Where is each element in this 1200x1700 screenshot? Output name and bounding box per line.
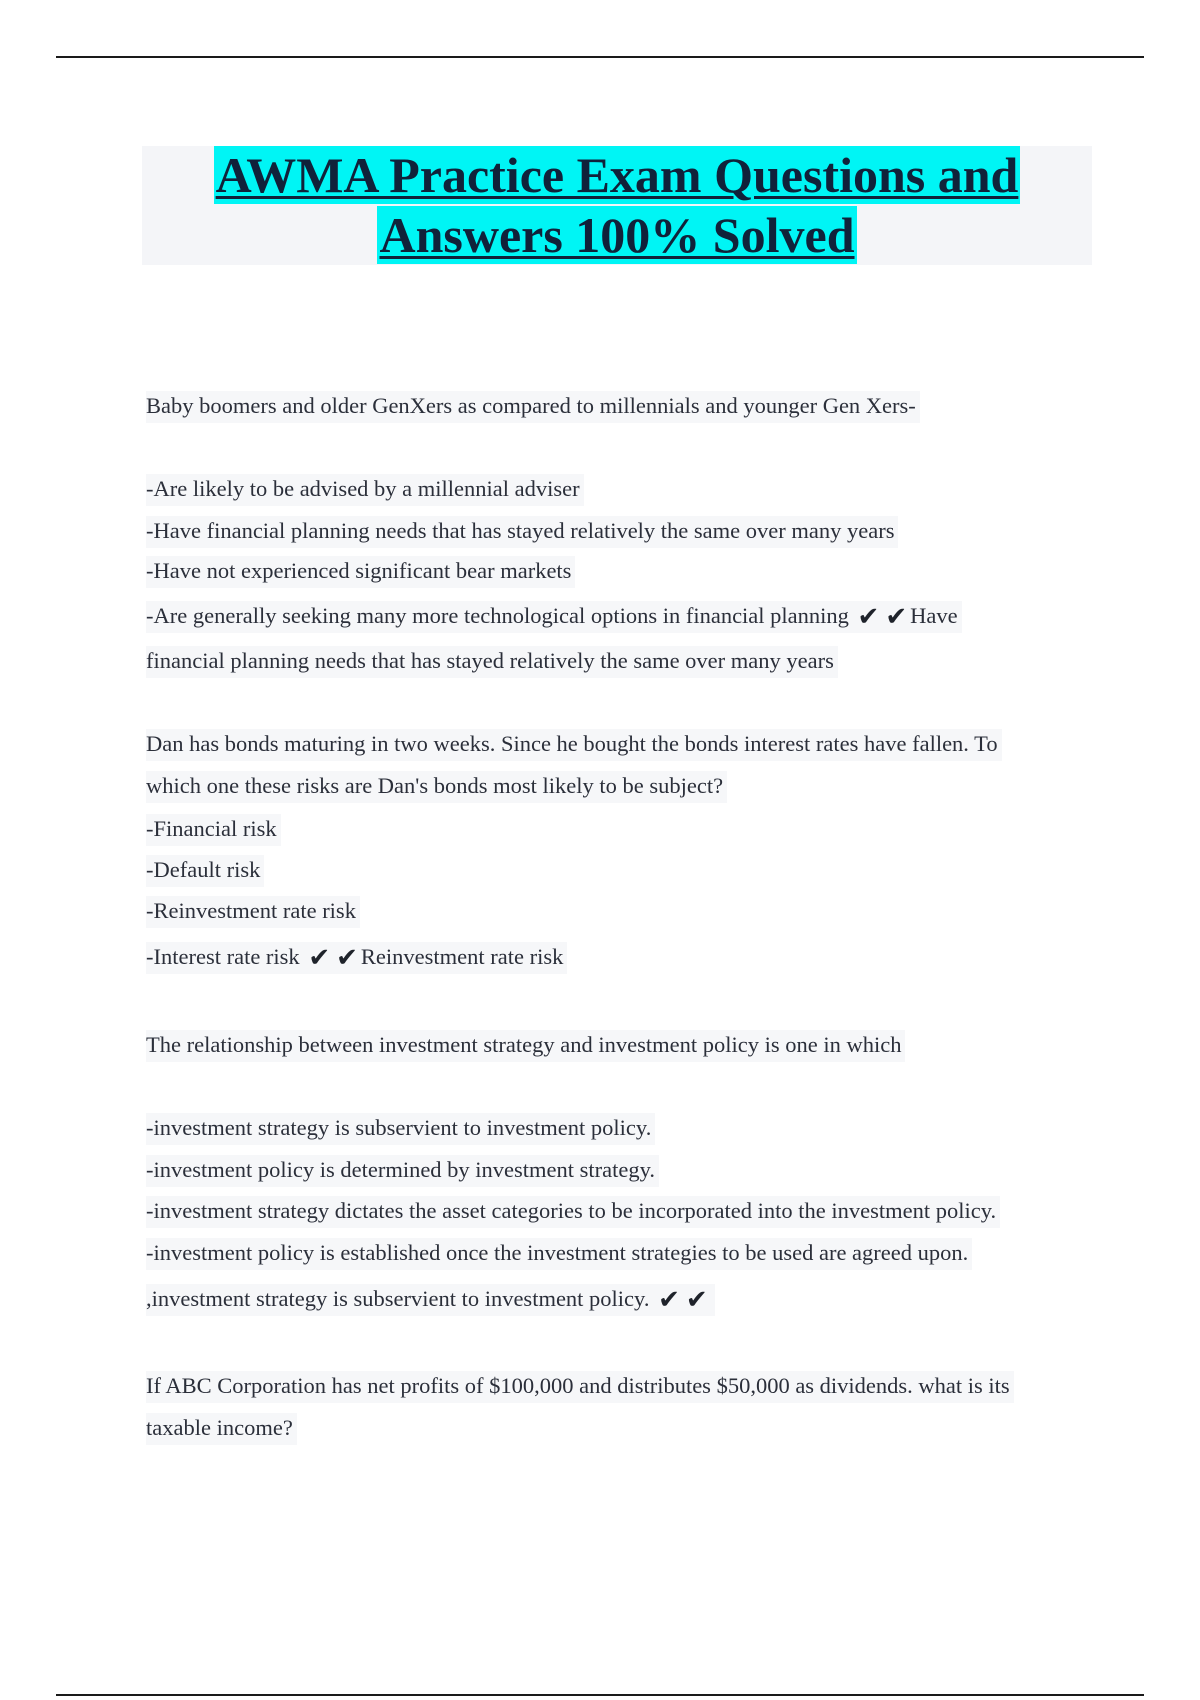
question-3-option-4: -investment policy is established once the investment strategies to be used are agreed upon.: [146, 1238, 972, 1270]
question-3-answer: ,investment strategy is subservient to investment policy.: [146, 1286, 650, 1311]
question-2-answer: Reinvestment rate risk: [360, 944, 564, 969]
check-mark-icon: ✔: [885, 602, 908, 632]
question-2-text-line-1: Dan has bonds maturing in two weeks. Since he bought the bonds interest rates have fallen. To: [146, 729, 1002, 761]
question-3-text: The relationship between investment strategy and investment policy is one in which: [146, 1030, 905, 1062]
question-1-option-4-with-answer: [146, 601, 962, 633]
question-2-option-2: -Default risk: [146, 855, 264, 887]
question-1-answer-part-1: Have: [910, 603, 958, 628]
question-4-text-line-2: taxable income?: [146, 1413, 297, 1445]
question-1-option-2: -Have financial planning needs that has stayed relatively the same over many years: [146, 516, 898, 548]
question-2-option-1: -Financial risk: [146, 814, 281, 846]
question-3-option-3: -investment strategy dictates the asset categories to be incorporated into the investment policy.: [146, 1196, 1000, 1228]
question-4-text-line-1: If ABC Corporation has net profits of $100,000 and distributes $50,000 as dividends. what is its: [146, 1371, 1014, 1403]
question-2-option-4: -Interest rate risk: [146, 944, 300, 969]
question-1-option-1: -Are likely to be advised by a millennial adviser: [146, 474, 584, 506]
question-1-answer-part-2: financial planning needs that has stayed relatively the same over many years: [146, 646, 838, 678]
question-2-option-4-with-answer: [146, 942, 567, 974]
top-rule: [56, 56, 1144, 58]
bottom-rule: [56, 1694, 1144, 1696]
check-mark-icon: ✔: [658, 1285, 680, 1315]
check-mark-icon: ✔: [336, 943, 358, 973]
question-2-text-line-2: which one these risks are Dan's bonds most likely to be subject?: [146, 771, 727, 803]
document-title-line-2: Answers 100% Solved: [379, 207, 855, 263]
question-1-text: Baby boomers and older GenXers as compared to millennials and younger Gen Xers-: [146, 391, 920, 423]
question-3-answer-line: [146, 1284, 715, 1316]
check-mark-icon: ✔: [857, 602, 880, 632]
question-3-option-1: -investment strategy is subservient to investment policy.: [146, 1113, 655, 1145]
question-3-option-2: -investment policy is determined by investment strategy.: [146, 1155, 659, 1187]
question-1-option-4: -Are generally seeking many more technological options in financial planning: [146, 603, 849, 628]
question-2-option-3: -Reinvestment rate risk: [146, 896, 360, 928]
title-block: [142, 146, 1092, 265]
document-title-line-1: AWMA Practice Exam Questions and: [215, 147, 1019, 203]
check-mark-icon: ✔: [308, 943, 331, 973]
check-mark-icon: ✔: [685, 1285, 708, 1315]
question-1-option-3: -Have not experienced significant bear markets: [146, 556, 575, 588]
